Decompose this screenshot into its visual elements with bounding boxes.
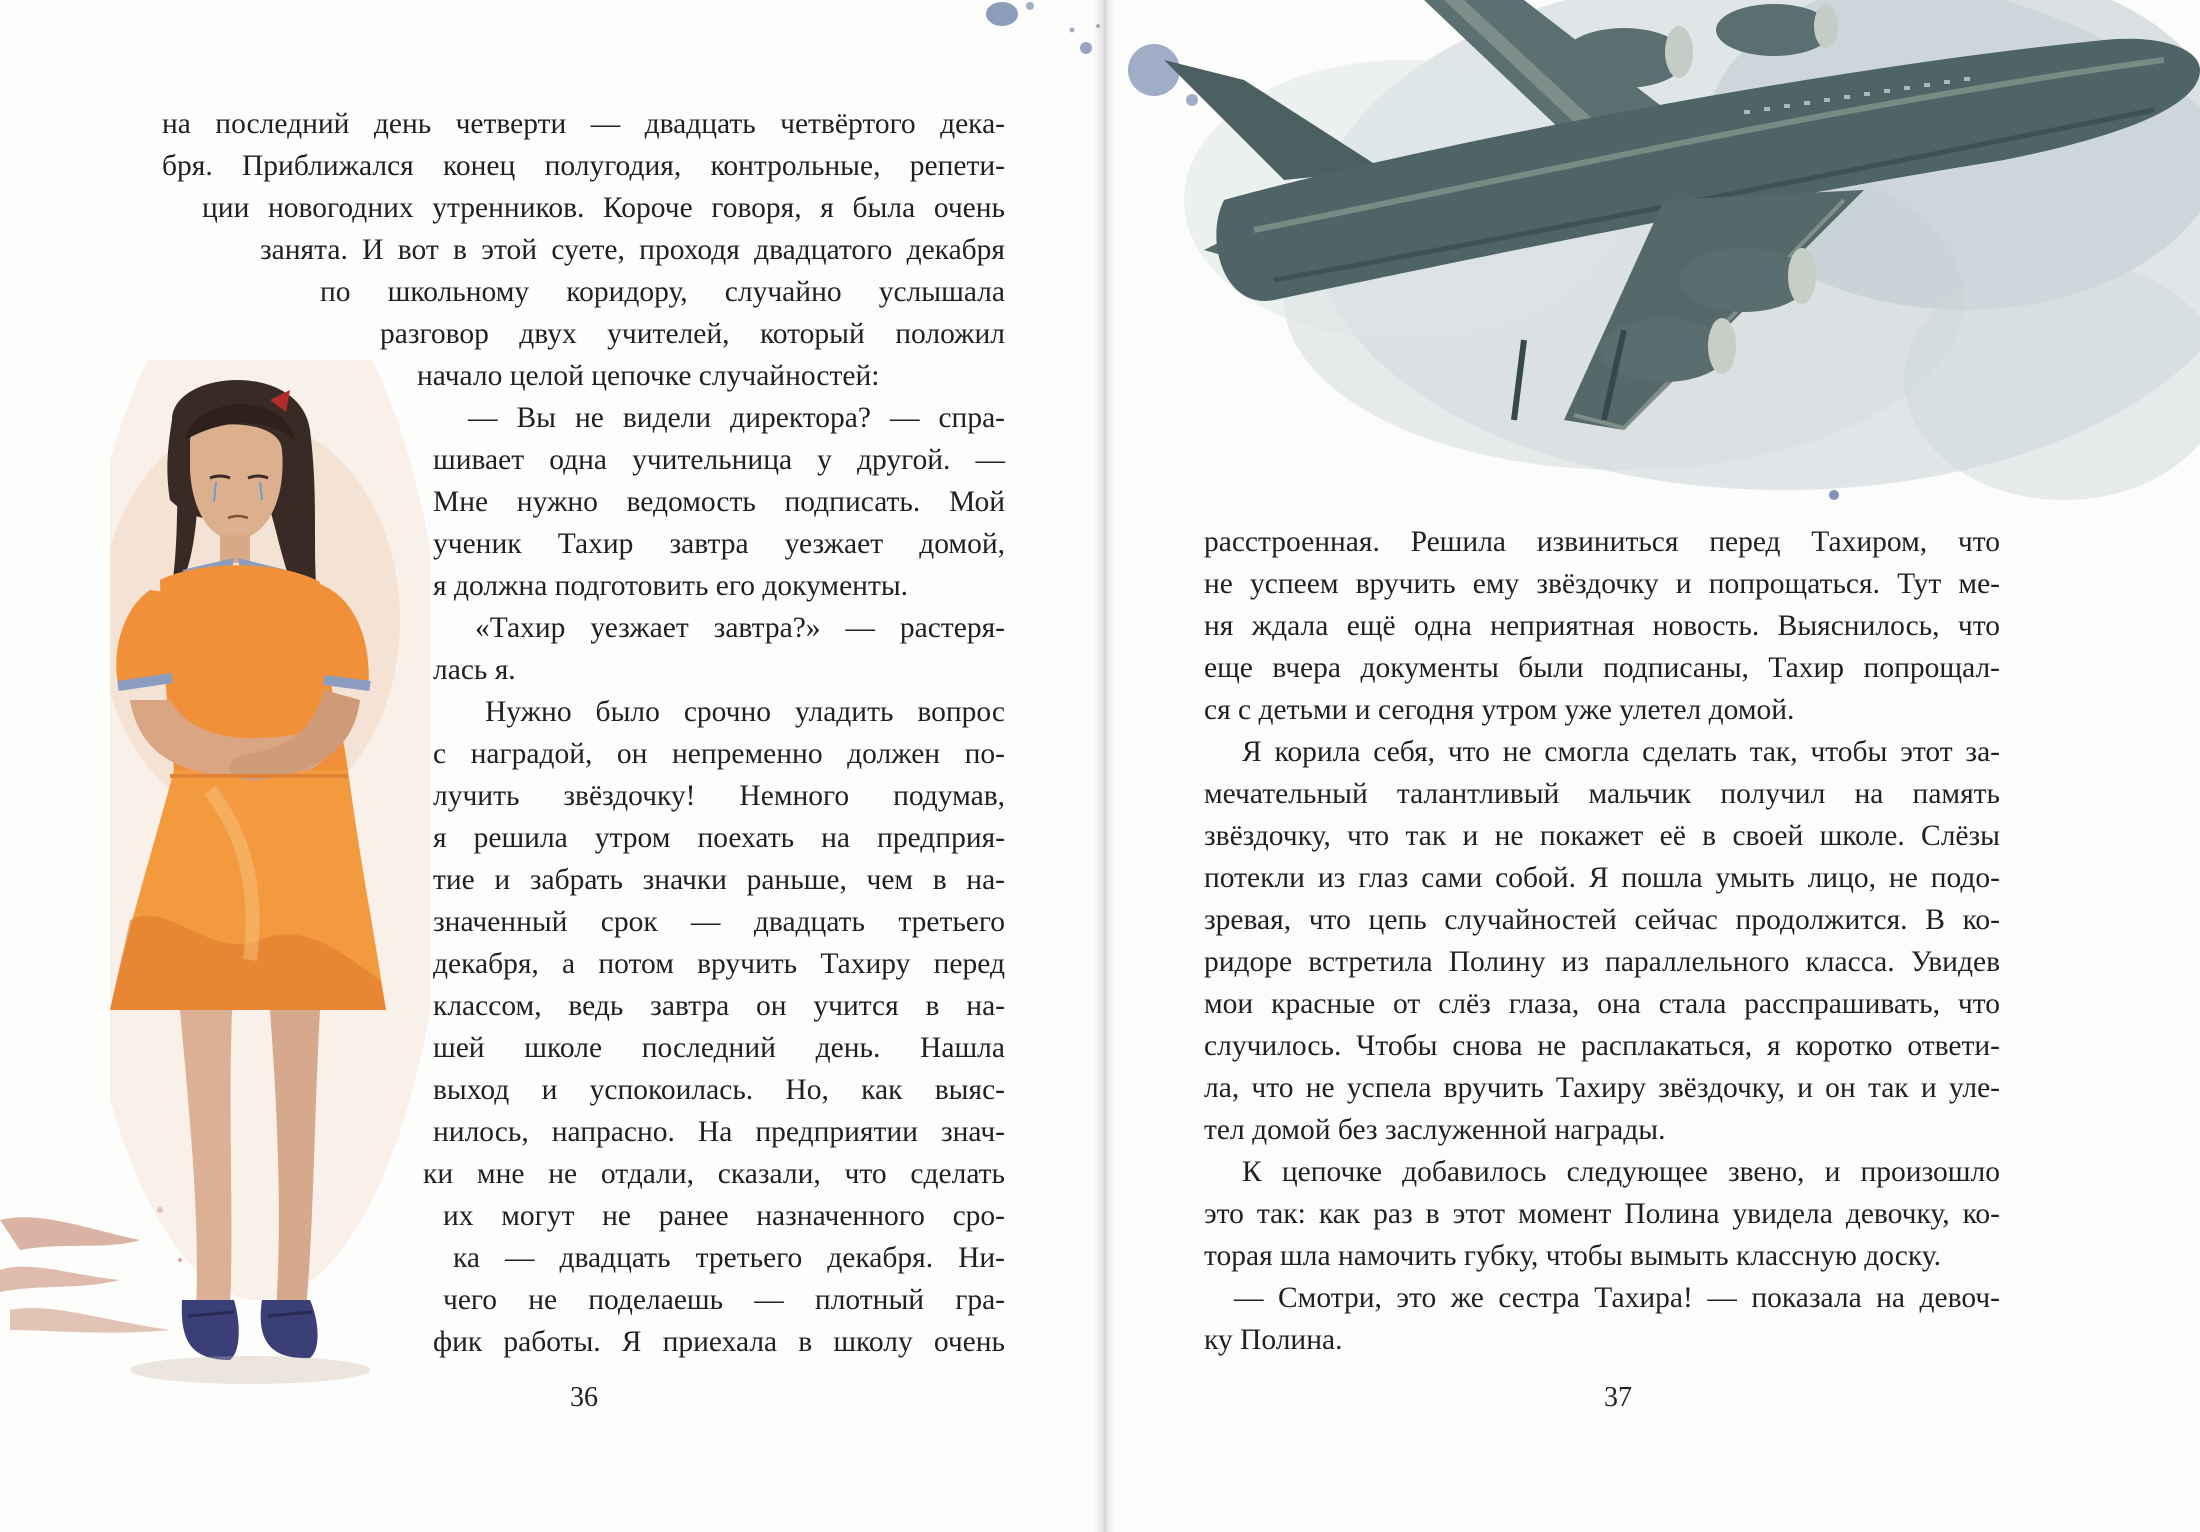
right-line-9: потекли из глаз сами собой. Я пошла умыть лицо, не подо- bbox=[1204, 862, 2000, 894]
page-number-left: 36 bbox=[570, 1382, 598, 1413]
book-gutter bbox=[1093, 0, 1115, 1532]
airplane-illustration bbox=[1104, 0, 2200, 520]
right-line-19: — Смотри, это же сестра Тахира! — показала на девоч- bbox=[1234, 1282, 2000, 1314]
right-line-11: ридоре встретила Полину из параллельного класса. Увидев bbox=[1204, 946, 2000, 978]
left-line-11: ученик Тахир завтра уезжает домой, bbox=[433, 528, 1005, 560]
ink-splatter-top-right bbox=[960, 0, 1100, 70]
right-line-6: Я корила себя, что не смогла сделать так, чтобы этот за- bbox=[1242, 736, 2000, 768]
left-line-23: шей школе последний день. Нашла bbox=[433, 1032, 1005, 1064]
left-line-18: я решила утром поехать на предприя- bbox=[433, 822, 1005, 854]
left-line-10: Мне нужно ведомость подписать. Мой bbox=[433, 486, 1005, 518]
left-line-4: занята. И вот в этой суете, проходя двадцатого декабря bbox=[260, 234, 1005, 266]
left-line-2: бря. Приближался конец полугодия, контрольные, репети- bbox=[162, 150, 1005, 182]
left-line-8: — Вы не видели директора? — спра- bbox=[468, 402, 1005, 434]
left-line-9: шивает одна учительница у другой. — bbox=[433, 444, 1005, 476]
right-line-18: торая шла намочить губку, чтобы вымыть классную доску. bbox=[1204, 1240, 1941, 1272]
right-line-16: К цепочке добавилось следующее звено, и произошло bbox=[1242, 1156, 2000, 1188]
left-line-12: я должна подготовить его документы. bbox=[433, 570, 909, 602]
left-line-24: выход и успокоилась. Но, как выяс- bbox=[433, 1074, 1005, 1106]
crying-girl-image bbox=[110, 360, 430, 1440]
right-line-14: ла, что не успела вручить Тахиру звёздочку, и он так и уле- bbox=[1204, 1072, 2000, 1104]
page-number-right: 37 bbox=[1604, 1382, 1632, 1413]
left-line-15: Нужно было срочно уладить вопрос bbox=[485, 696, 1005, 728]
airplane-in-sky-image bbox=[1104, 0, 2200, 520]
left-line-13: «Тахир уезжает завтра?» — растеря- bbox=[475, 612, 1005, 644]
right-line-7: мечательный талантливый мальчик получил на память bbox=[1204, 778, 2000, 810]
left-line-25: нилось, напрасно. На предприятии знач- bbox=[433, 1116, 1005, 1148]
right-line-3: ня ждала ещё одна неприятная новость. Выяснилось, что bbox=[1204, 610, 2000, 642]
right-line-5: ся с детьми и сегодня утром уже улетел домой. bbox=[1204, 694, 1795, 726]
left-line-17: лучить звёздочку! Немного подумав, bbox=[433, 780, 1005, 812]
right-line-17: это так: как раз в этот момент Полина увидела девочку, ко- bbox=[1204, 1198, 2000, 1230]
right-line-1: расстроенная. Решила извиниться перед Тахиром, что bbox=[1204, 526, 2000, 558]
left-line-7: начало целой цепочке случайностей: bbox=[417, 360, 880, 392]
right-page bbox=[1104, 0, 2200, 1532]
right-line-2: не успеем вручить ему звёздочку и попрощаться. Тут ме- bbox=[1204, 568, 2000, 600]
left-line-21: декабря, а потом вручить Тахиру перед bbox=[433, 948, 1005, 980]
left-line-16: с наградой, он непременно должен по- bbox=[433, 738, 1005, 770]
right-line-8: звёздочку, что так и не покажет её в своей школе. Слёзы bbox=[1204, 820, 2000, 852]
left-line-29: чего не поделаешь — плотный гра- bbox=[443, 1284, 1005, 1316]
left-line-3: ции новогодних утренников. Короче говоря, я была очень bbox=[202, 192, 1005, 224]
right-line-10: зревая, что цепь случайностей сейчас продолжится. В ко- bbox=[1204, 904, 2000, 936]
girl-illustration bbox=[110, 360, 430, 1440]
right-line-4: еще вчера документы были подписаны, Тахир попрощал- bbox=[1204, 652, 2000, 684]
right-line-12: мои красные от слёз глаза, она стала расспрашивать, что bbox=[1204, 988, 2000, 1020]
right-line-20: ку Полина. bbox=[1204, 1324, 1343, 1356]
left-line-30: фик работы. Я приехала в школу очень bbox=[433, 1326, 1005, 1358]
left-line-20: значенный срок — двадцать третьего bbox=[433, 906, 1005, 938]
left-line-5: по школьному коридору, случайно услышала bbox=[320, 276, 1005, 308]
left-line-27: их могут не ранее назначенного сро- bbox=[443, 1200, 1005, 1232]
left-line-26: ки мне не отдали, сказали, что сделать bbox=[423, 1158, 1005, 1190]
left-line-1: на последний день четверти — двадцать четвёртого дека- bbox=[162, 108, 1005, 140]
left-line-19: тие и забрать значки раньше, чем в на- bbox=[433, 864, 1005, 896]
left-line-14: лась я. bbox=[433, 654, 516, 686]
left-line-28: ка — двадцать третьего декабря. Ни- bbox=[453, 1242, 1005, 1274]
right-line-15: тел домой без заслуженной награды. bbox=[1204, 1114, 1666, 1146]
left-line-22: классом, ведь завтра он учится в на- bbox=[433, 990, 1005, 1022]
left-line-6: разговор двух учителей, который положил bbox=[380, 318, 1005, 350]
right-line-13: случилось. Чтобы снова не расплакаться, я коротко ответи- bbox=[1204, 1030, 2000, 1062]
